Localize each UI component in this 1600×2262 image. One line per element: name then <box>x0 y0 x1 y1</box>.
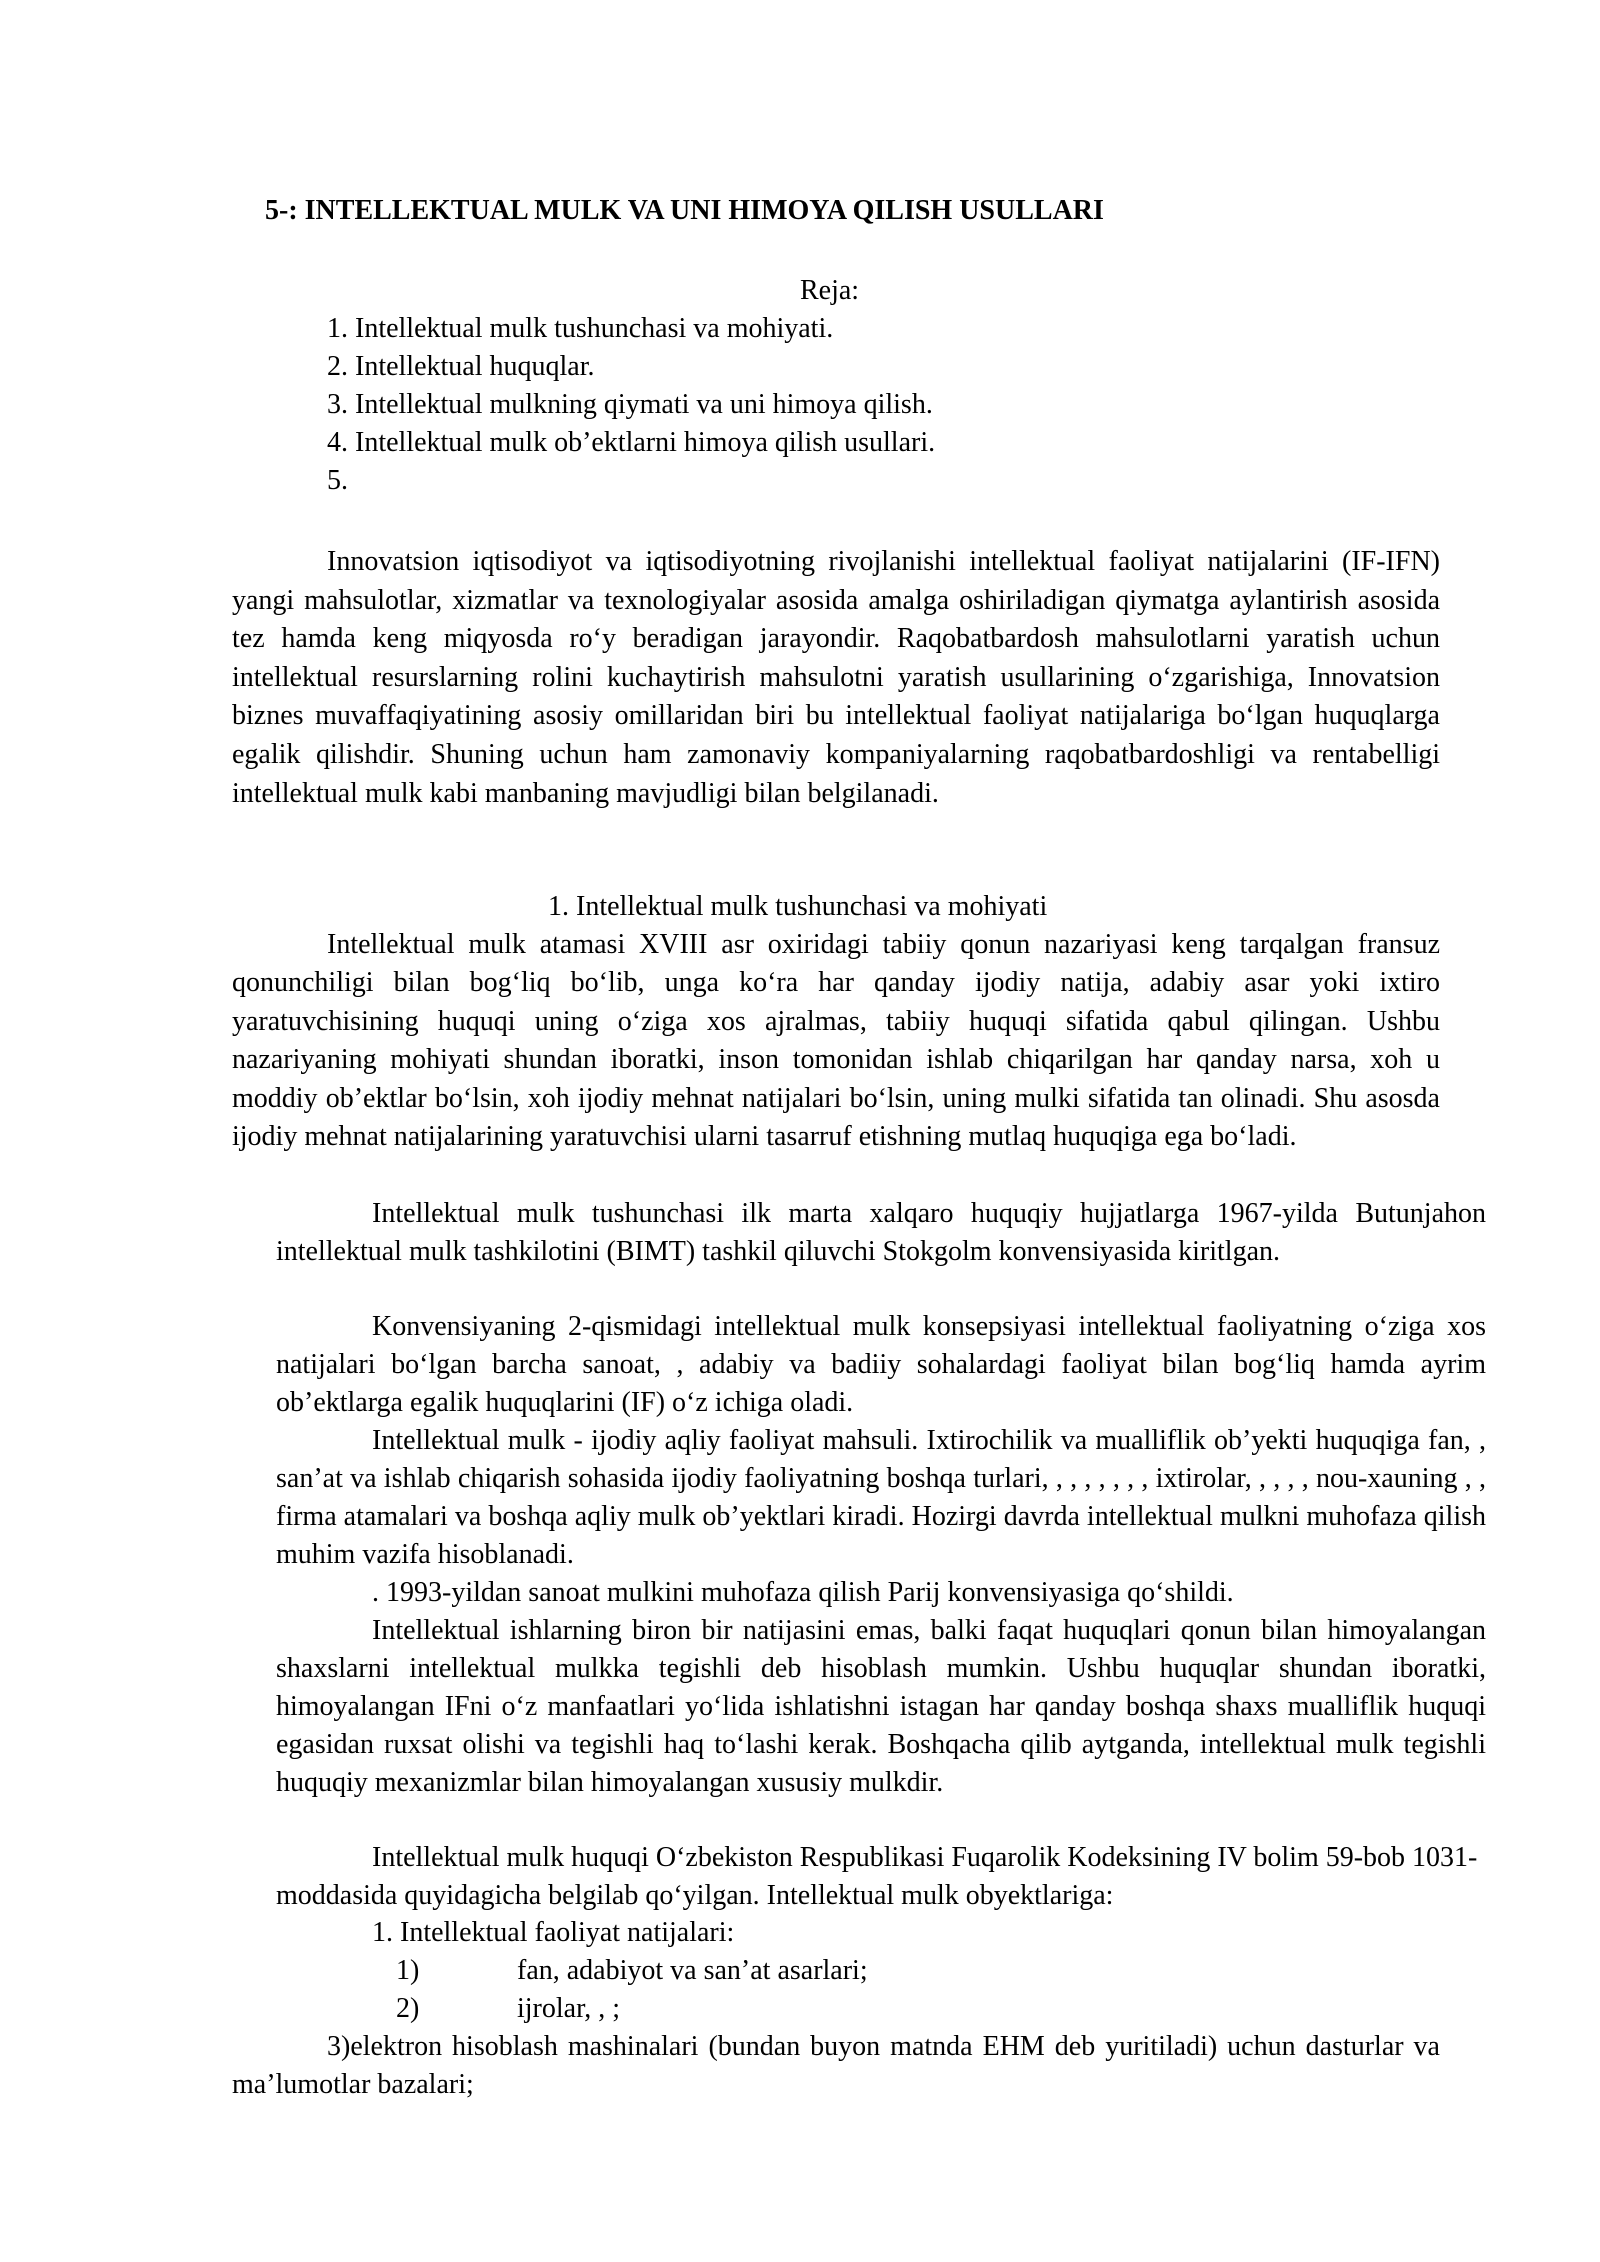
section-paragraph: 3)elektron hisoblash mashinalari (bundan buyon matnda EHM deb yuritiladi) uchun dasturlar va ma’lumotlar bazalari; <box>232 2031 1440 2100</box>
plan-label: Reja: <box>800 275 860 306</box>
section-paragraph: Intellektual mulk - ijodiy aqliy faoliyat mahsuli. Ixtirochilik va mualliflik ob’yekti huquqiga fan, , san’at va ishlab chiqarish sohasida ijodiy faoliyatning boshqa turlari, , , , , , , , ixtirolar, , , , , nou-xauning , , firma atamalari va boshqa aqliy mulk ob’yektlari kiradi. Hozirgi davrda intellektual mulkni muhofaza qilish muhim vazifa hisoblanadi. <box>276 1425 1486 1570</box>
item-number: 1) <box>396 1955 420 1986</box>
plan-item: 3. Intellektual mulkning qiymati va uni himoya qilish. <box>327 389 933 420</box>
document-title: 5-: INTELLEKTUAL MULK VA UNI HIMOYA QILISH USULLARI <box>265 195 1104 226</box>
section-paragraph: Intellektual ishlarning biron bir natijasini emas, balki faqat huquqlari qonun bilan himoyalangan shaxslarni intellektual mulkka tegishli deb hisoblash mumkin. Ushbu huquqlar shundan iboratki, himoyalangan IFni o‘z manfaatlari yo‘lida ishlatishni istagan har qanday boshqa shaxs mualliflik huquqi egasidan ruxsat olishi va tegishli haq to‘lashi kerak. Boshqacha qilib aytganda, intellektual mulk tegishli huquqiy mexanizmlar bilan himoyalangan xususiy mulkdir. <box>276 1615 1486 1798</box>
plan-item: 4. Intellektual mulk ob’ektlarni himoya qilish usullari. <box>327 427 936 458</box>
item-text: fan, adabiyot va san’at asarlari; <box>517 1955 868 1986</box>
section-paragraph: Intellektual mulk tushunchasi ilk marta xalqaro huquqiy hujjatlarga 1967-yilda Butunjahon intellektual mulk tashkilotini (BIMT) tashkil qiluvchi Stokgolm konvensiyasida kiritlgan. <box>276 1198 1486 1267</box>
plan-list <box>327 310 935 500</box>
section-paragraph: Intellektual mulk huquqi O‘zbekiston Respublikasi Fuqarolik Kodeksining IV bolim 59-bob 1031-moddasida quyidagicha belgilab qo‘yilgan. Intellektual mulk obyektlariga: <box>276 1842 1478 1911</box>
section-paragraph: Intellektual mulk atamasi XVIII asr oxiridagi tabiiy qonun nazariyasi keng tarqalgan fransuz qonunchiligi bilan bog‘liq bo‘lib, unga ko‘ra har qanday ijodiy natija, adabiy asar yoki ixtiro yaratuvchisining huquqi uning o‘ziga xos ajralmas, tabiiy huquqi sifatida qabul qilingan. Ushbu nazariyaning mohiyati shundan iboratki, inson tomonidan ishlab chiqarilgan har qanday narsa, xoh u moddiy ob’ektlar bo‘lsin, xoh ijodiy mehnat natijalari bo‘lsin, uning mulki sifatida tan olinadi. Shu asosda ijodiy mehnat natijalarining yaratuvchisi ularni tasarruf etishning mutlaq huquqiga ega bo‘ladi. <box>232 929 1440 1153</box>
plan-item: 1. Intellektual mulk tushunchasi va mohiyati. <box>327 313 834 344</box>
plan-item: 5. <box>327 465 348 496</box>
subsection-label: 1. Intellektual faoliyat natijalari: <box>372 1917 735 1948</box>
item-text: ijrolar, , ; <box>517 1993 621 2024</box>
plan-item: 2. Intellektual huquqlar. <box>327 351 595 382</box>
intro-paragraph: Innovatsion iqtisodiyot va iqtisodiyotning rivojlanishi intellektual faoliyat natijalarini (IF-IFN) yangi mahsulotlar, xizmatlar va texnologiyalar asosida amalga oshiriladigan qiymatga aylantirish asosida tez hamda keng miqyosda ro‘y beradigan jarayondir. Raqobatbardosh mahsulotlarni yaratish uchun intellektual resurslarning rolini kuchaytirish mahsulotni yaratish usullarining o‘zgarishiga, Innovatsion biznes muvaffaqiyatining asosiy omillaridan biri bu intellektual faoliyat natijalariga bo‘lgan huquqlarga egalik qilishdir. Shuning uchun ham zamonaviy kompaniyalarning raqobatbardoshligi va rentabelligi intellektual mulk kabi manbaning mavjudligi bilan belgilanadi. <box>232 546 1440 809</box>
item-number: 2) <box>396 1993 420 2024</box>
section-paragraph: Konvensiyaning 2-qismidagi intellektual mulk konsepsiyasi intellektual faoliyatning o‘ziga xos natijalari bo‘lgan barcha sanoat, , adabiy va badiiy sohalardagi faoliyat bilan bog‘liq hamda ayrim ob’ektlarga egalik huquqlarini (IF) o‘z ichiga oladi. <box>276 1311 1486 1418</box>
section-paragraph: . 1993-yildan sanoat mulkini muhofaza qilish Parij konvensiyasiga qo‘shildi. <box>372 1577 1234 1608</box>
section-heading: 1. Intellektual mulk tushunchasi va mohiyati <box>548 891 1048 922</box>
